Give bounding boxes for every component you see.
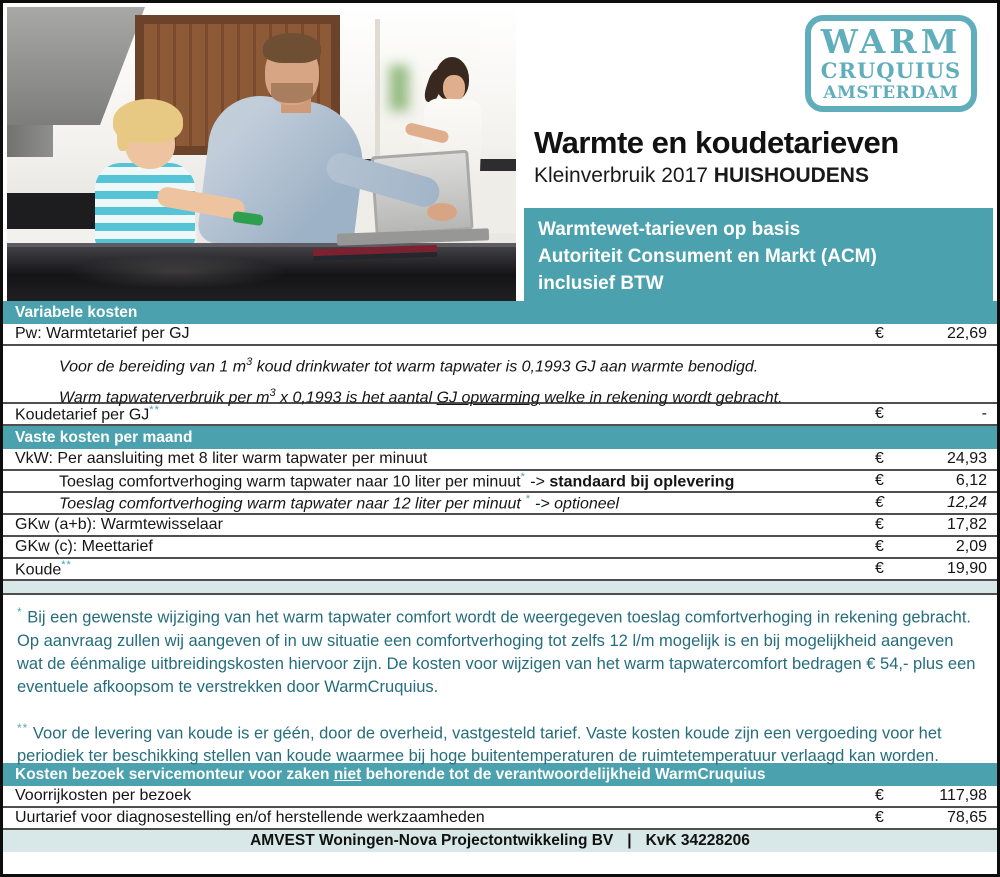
row-value: 6,12 bbox=[955, 472, 987, 489]
optioneel-label: optioneel bbox=[554, 495, 620, 513]
row-label: GKw (a+b): Warmtewisselaar bbox=[15, 516, 223, 533]
tariff-row-toeslag-12l bbox=[3, 493, 997, 515]
subtitle-bold: HUISHOUDENS bbox=[713, 164, 869, 187]
child-hair-side-shape bbox=[117, 125, 129, 151]
currency-symbol: € bbox=[875, 494, 884, 511]
info-box-line1: Warmtewet-tarieven op basis bbox=[538, 219, 801, 240]
row-value: 12,24 bbox=[946, 494, 987, 511]
tariff-row-toeslag-10l bbox=[3, 471, 997, 493]
row-label: Koudetarief per GJ bbox=[15, 406, 150, 424]
title-block bbox=[534, 125, 899, 188]
row-label: Pw: Warmtetarief per GJ bbox=[15, 325, 190, 342]
section-header-variabele-kosten: Variabele kosten bbox=[3, 301, 997, 324]
row-label: Toeslag comfortverhoging warm tapwater naar 12 liter per minuut bbox=[59, 495, 526, 513]
tariff-row-vkw bbox=[3, 449, 997, 471]
row-label: Voorrijkosten per bezoek bbox=[15, 787, 192, 804]
tariff-row-voorrijkosten bbox=[3, 786, 997, 808]
footnote-marker: ** bbox=[61, 558, 72, 571]
tariff-row-uurtarief bbox=[3, 808, 997, 830]
tariff-row-koude bbox=[3, 559, 997, 581]
row-value: 24,93 bbox=[946, 450, 987, 467]
row-label: Koude bbox=[15, 561, 62, 579]
man-beard-shape bbox=[271, 83, 313, 103]
subtitle-regular: Kleinverbruik 2017 bbox=[534, 164, 714, 187]
currency-symbol: € bbox=[875, 560, 884, 577]
currency-symbol: € bbox=[875, 450, 884, 467]
logo-line1: WARM bbox=[820, 22, 962, 61]
row-label: VkW: Per aansluiting met 8 liter warm tapwater per minuut bbox=[15, 450, 428, 467]
row-value: 22,69 bbox=[946, 325, 987, 342]
arrow-text: -> bbox=[530, 495, 555, 513]
tariff-row-gkw-c bbox=[3, 537, 997, 559]
arrow-text: -> bbox=[525, 473, 550, 491]
section-header-vaste-kosten: Vaste kosten per maand bbox=[3, 426, 997, 449]
man-hand-shape bbox=[427, 203, 457, 221]
footnote-2 bbox=[17, 717, 983, 769]
currency-symbol: € bbox=[875, 538, 884, 555]
kitchen-photo bbox=[7, 7, 516, 301]
footnote-2-text: Voor de levering van koude is er géén, door de overheid, vastgesteld tarief. Vaste kosten koude zijn een vergoeding voor het periodiek ter beschikking stellen van koude waarmee bij hoge buitentemperaturen de ruimtetemperatuur verlaagd kan worden. bbox=[17, 724, 942, 765]
currency-symbol: € bbox=[875, 809, 884, 826]
woman-face-shape bbox=[443, 75, 465, 101]
currency-symbol: € bbox=[875, 516, 884, 533]
currency-symbol: € bbox=[875, 325, 884, 342]
row-value: 19,90 bbox=[946, 560, 987, 577]
row-value: 117,98 bbox=[939, 787, 987, 804]
kvk-number: KvK 34228206 bbox=[645, 832, 750, 849]
acm-info-box bbox=[524, 208, 993, 301]
page-title: Warmte en koudetarieven bbox=[534, 125, 899, 160]
row-label: GKw (c): Meettarief bbox=[15, 538, 153, 555]
man-hair-shape bbox=[263, 33, 321, 63]
footer-bar bbox=[3, 830, 997, 852]
currency-symbol: € bbox=[875, 472, 884, 489]
page-subtitle bbox=[534, 164, 899, 188]
footnotes-section bbox=[3, 595, 997, 763]
tariff-row-pw bbox=[3, 324, 997, 346]
info-box-line2: Autoriteit Consument en Markt (ACM) bbox=[538, 246, 877, 267]
footnote-marker: ** bbox=[149, 403, 160, 416]
top-section bbox=[3, 3, 997, 301]
row-value: 2,09 bbox=[955, 538, 987, 555]
table-note-cell bbox=[3, 346, 997, 407]
row-value: - bbox=[981, 405, 987, 422]
currency-symbol: € bbox=[875, 787, 884, 804]
standaard-bij-oplevering-label: standaard bij oplevering bbox=[549, 473, 735, 491]
section-header-servicemonteur: Kosten bezoek servicemonteur voor zaken niet behorende tot de verantwoordelijkheid WarmCruquius bbox=[3, 763, 997, 786]
footnote-marker: ** bbox=[17, 720, 29, 735]
row-value: 78,65 bbox=[946, 809, 987, 826]
counter-reflection-shape bbox=[67, 255, 287, 289]
underlined-gj-opwarming: GJ opwarming bbox=[436, 389, 540, 407]
company-name: AMVEST Woningen-Nova Projectontwikkeling BV bbox=[250, 832, 614, 849]
row-value: 17,82 bbox=[946, 516, 987, 533]
logo-line3: AMSTERDAM bbox=[823, 83, 959, 103]
table-note-line2: Warm tapwaterverbruik per $m^3$ x 0,1993 is het aantal GJ opwarming welke in rekening wordt gebracht. bbox=[59, 387, 783, 407]
row-label: Uurtarief voor diagnosestelling en/of herstellende werkzaamheden bbox=[15, 809, 485, 826]
currency-symbol: € bbox=[875, 405, 884, 422]
plant-shape bbox=[389, 65, 409, 111]
table-note-line1: Voor de bereiding van 1 $m^3$ koud drinkwater tot warm tapwater is 0,1993 GJ aan warmte benodigd. bbox=[59, 356, 759, 376]
header-column bbox=[524, 7, 993, 301]
footer-separator: | bbox=[627, 832, 632, 849]
spacer-band bbox=[3, 581, 997, 595]
footnote-1 bbox=[17, 601, 983, 699]
tariff-row-gkw-ab bbox=[3, 515, 997, 537]
counter-edge-shape bbox=[7, 243, 516, 247]
row-label: Toeslag comfortverhoging warm tapwater naar 10 liter per minuut bbox=[59, 473, 521, 491]
footnote-marker: * bbox=[520, 470, 526, 483]
info-box-line3: inclusief BTW bbox=[538, 273, 664, 294]
warmcruquius-logo bbox=[805, 15, 977, 112]
footnote-marker: * bbox=[525, 492, 531, 505]
niet-underlined: niet bbox=[333, 766, 362, 783]
logo-line2: CRUQUIUS bbox=[820, 58, 962, 83]
footnote-marker: * bbox=[17, 605, 23, 619]
footnote-1-text: Bij een gewenste wijziging van het warm tapwater comfort wordt de weergegeven toeslag comfortverhoging in rekening gebracht. Op aanvraag zullen wij aangeven of in uw situatie een comfortverhoging tot zelfs 12 l/m mogelijk is en bij mogelijkheid aangeven wat de éénmalige uitbreidingskosten hiervoor zijn. De kosten voor wijzigen van het warm tapwatercomfort bedragen € 54,- plus een eventuele afkoopsom te verstrekken door WarmCruquius. bbox=[17, 608, 976, 696]
